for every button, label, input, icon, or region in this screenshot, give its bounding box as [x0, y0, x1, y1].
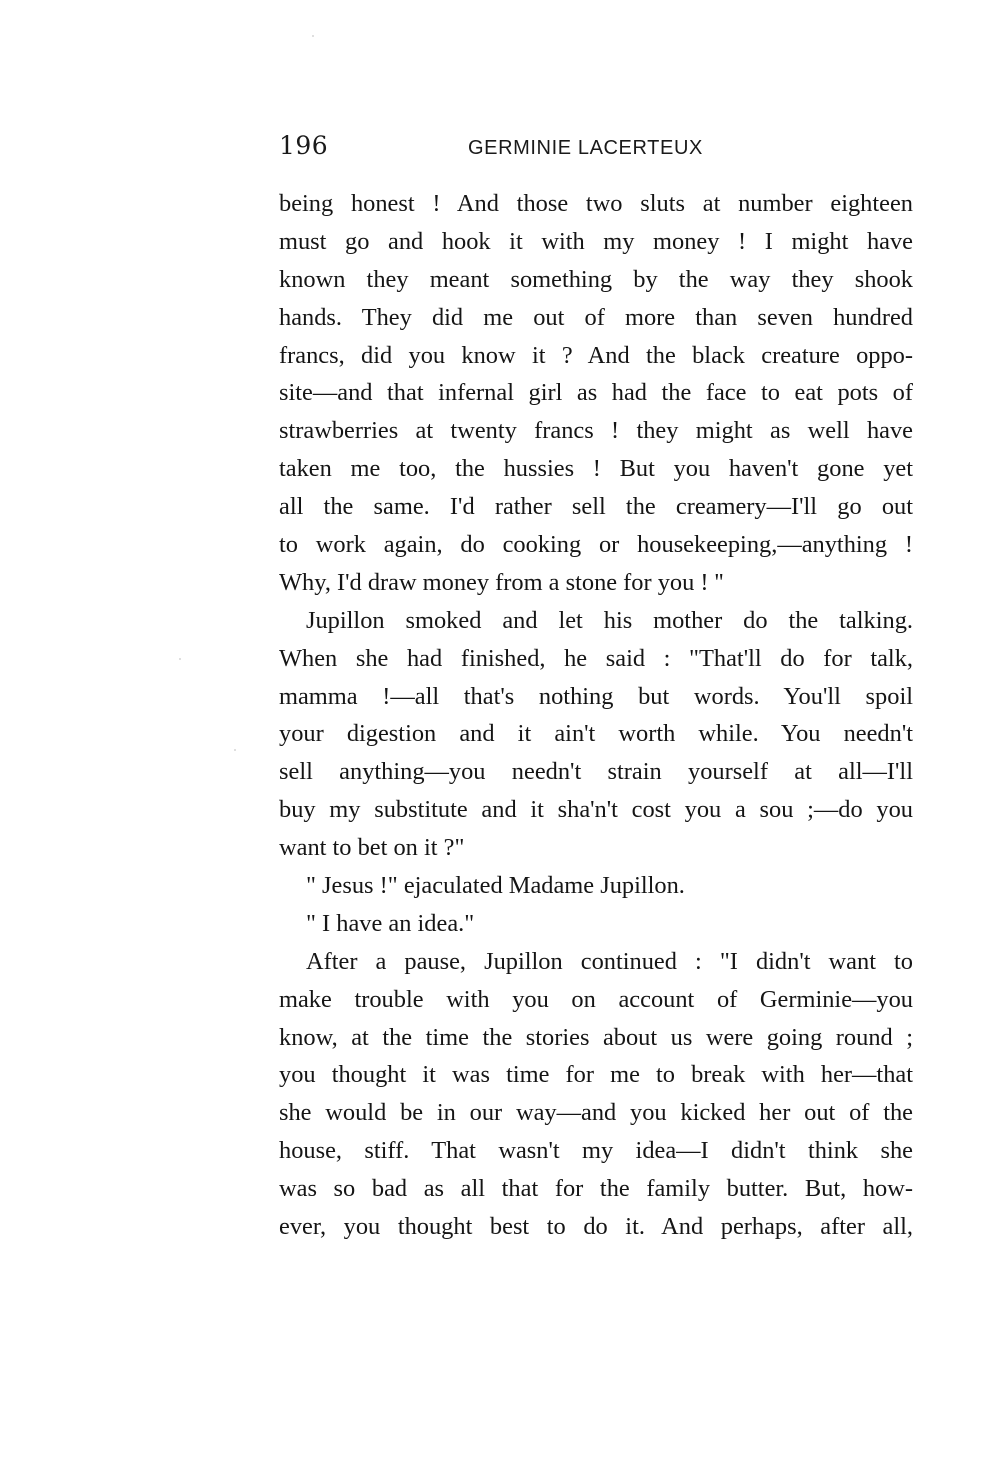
text-line: " Jesus !" ejaculated Madame Jupillon.: [306, 872, 685, 900]
text-line: she would be in our way—and you kicked her out of the: [279, 1099, 913, 1127]
print-speck: [179, 658, 181, 660]
body-text: [279, 185, 913, 1246]
text-line: hands. They did me out of more than seven hundred: [279, 303, 913, 331]
text-line: Why, I'd draw money from a stone for you ! '': [279, 568, 724, 596]
text-line: mamma !—all that's nothing but words. You'll spoil: [279, 682, 913, 710]
text-line: buy my substitute and it sha'n't cost you a sou ;—do you: [279, 796, 913, 824]
text-line: being honest ! And those two sluts at number eighteen: [279, 190, 913, 217]
text-line: you thought it was time for me to break with her—that: [279, 1061, 913, 1089]
text-line: want to bet on it ?": [279, 834, 465, 862]
running-title: GERMINIE LACERTEUX: [468, 137, 703, 159]
text-line: When she had finished, he said : "That'll do for talk,: [279, 644, 913, 672]
text-line: francs, did you know it ? And the black creature oppo-: [279, 341, 913, 369]
text-line: must go and hook it with my money ! I might have: [279, 227, 913, 255]
page-number: 196: [279, 131, 329, 160]
text-line: know, at the time the stories about us were going round ;: [279, 1023, 913, 1051]
text-line: all the same. I'd rather sell the creamery—I'll go out: [279, 493, 913, 521]
text-line: After a pause, Jupillon continued : "I didn't want to: [306, 947, 913, 975]
text-line: to work again, do cooking or housekeeping,—anything !: [279, 531, 913, 559]
text-line: strawberries at twenty francs ! they might as well have: [279, 417, 913, 445]
print-speck: [234, 749, 236, 751]
text-line: known they meant something by the way they shook: [279, 265, 913, 293]
text-line: make trouble with you on account of Germinie—you: [279, 985, 913, 1013]
text-line: your digestion and it ain't worth while. You needn't: [279, 720, 913, 748]
text-line: house, stiff. That wasn't my idea—I didn't think she: [279, 1137, 913, 1165]
text-line: was so bad as all that for the family butter. But, how-: [279, 1175, 913, 1203]
text-line: site—and that infernal girl as had the face to eat pots of: [279, 379, 913, 407]
text-line: ever, you thought best to do it. And perhaps, after all,: [279, 1213, 913, 1241]
text-line: sell anything—you needn't strain yourself at all—I'll: [279, 758, 913, 786]
print-speck: [312, 35, 314, 37]
text-line: " I have an idea.": [306, 909, 475, 937]
text-line: Jupillon smoked and let his mother do the talking.: [306, 606, 913, 634]
text-line: taken me too, the hussies ! But you haven't gone yet: [279, 455, 913, 483]
